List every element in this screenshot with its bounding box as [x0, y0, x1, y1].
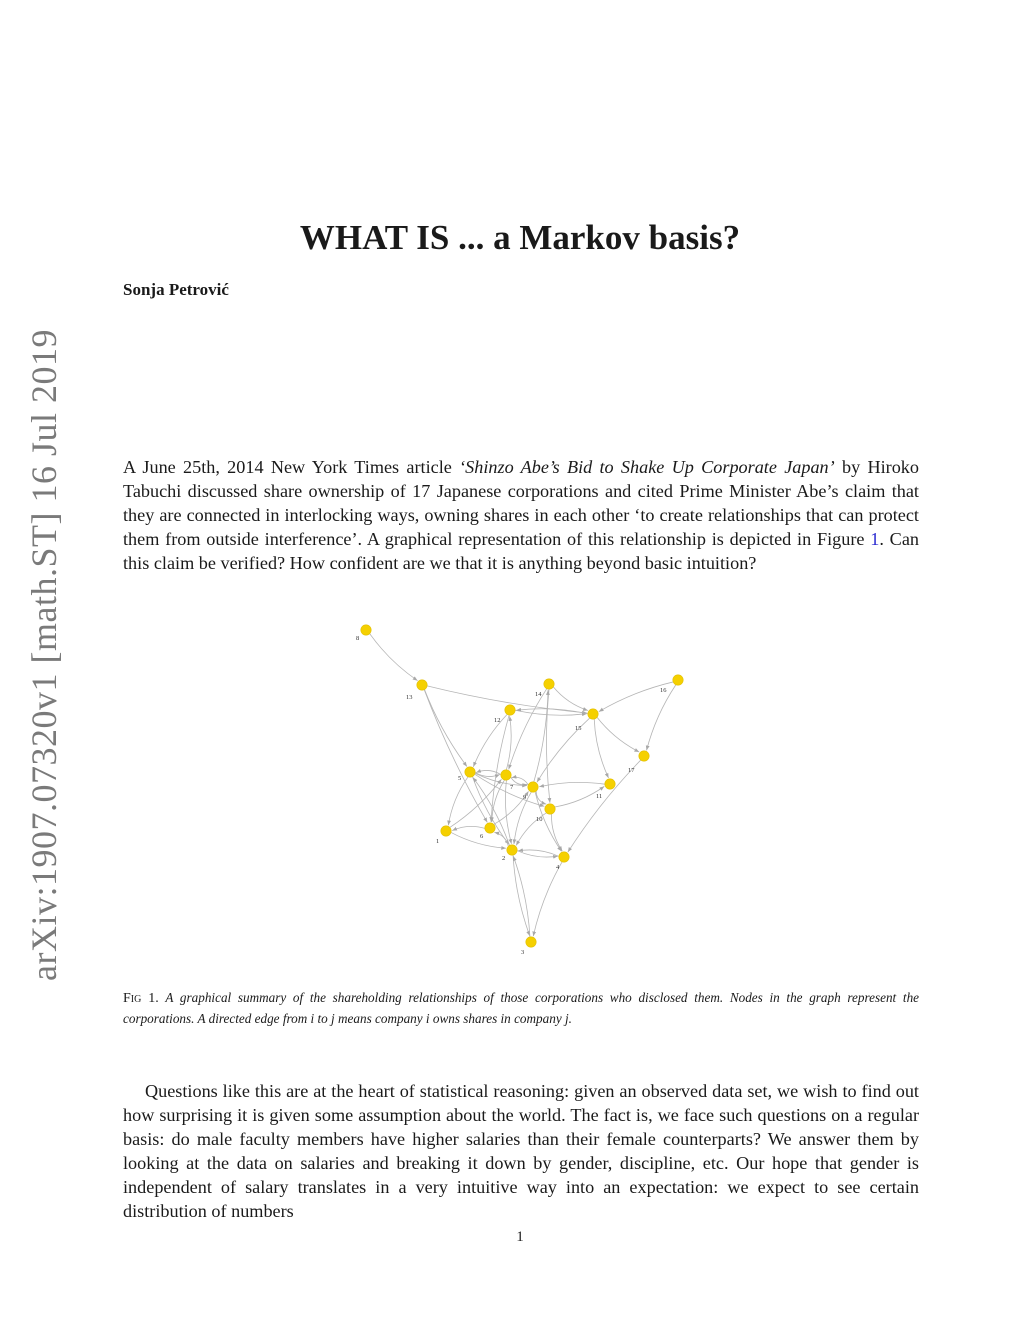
edge-2-to-3 — [513, 855, 530, 936]
node-label-11: 11 — [596, 793, 603, 800]
node-label-15: 15 — [575, 725, 582, 732]
edge-7-to-6 — [492, 780, 505, 822]
network-graph — [356, 612, 700, 962]
node-label-14: 14 — [535, 691, 542, 698]
body-paragraph: Questions like this are at the heart of statistical reasoning: given an observed data set, we wish to find out how surprising it is given some assumption about the world. The fact is, we face such questions on a regular basis: do male faculty members have higher salaries than their female counterparts? We answer them by looking at the data on salaries and breaking it down by gender, discipline, etc. Our hope that gender is independent of salary translates in a very intuitive way into an expectation: we expect to see certain distribution of numbers — [123, 1081, 919, 1221]
node-4 — [559, 852, 569, 862]
intro-paragraph — [123, 455, 919, 575]
figure-caption — [123, 988, 919, 1029]
edge-1-to-7 — [450, 779, 502, 827]
edge-12-to-5 — [473, 714, 507, 766]
node-14 — [544, 679, 554, 689]
network-figure — [356, 612, 700, 962]
node-17 — [639, 751, 649, 761]
node-label-8: 8 — [356, 635, 360, 642]
edge-5-to-1 — [448, 777, 468, 825]
edge-3-to-2 — [513, 856, 530, 937]
edge-10-to-4 — [551, 814, 562, 851]
figure-reference-link[interactable]: 1 — [870, 529, 880, 549]
edges-layer — [370, 634, 676, 937]
node-label-17: 17 — [628, 767, 635, 774]
edge-4-to-3 — [533, 862, 562, 936]
edge-11-to-9 — [539, 782, 605, 786]
node-label-7: 7 — [510, 784, 514, 791]
node-label-2: 2 — [502, 855, 506, 862]
node-15 — [588, 709, 598, 719]
caption-label: Fig 1. — [123, 991, 159, 1006]
node-8 — [361, 625, 371, 635]
edge-5-to-2 — [472, 777, 509, 845]
edge-16-to-17 — [647, 685, 676, 751]
paper-title: WHAT IS ... a Markov basis? — [299, 218, 741, 257]
edge-14-to-15 — [553, 687, 588, 711]
node-label-5: 5 — [458, 775, 462, 782]
edge-14-to-7 — [509, 689, 547, 770]
author-name: Sonja Petrović — [123, 280, 229, 299]
node-11 — [605, 779, 615, 789]
node-2 — [507, 845, 517, 855]
arxiv-stamp — [22, 329, 66, 981]
edge-6-to-1 — [452, 826, 485, 830]
arxiv-id: arXiv:1907.07320v1 [math.ST] 16 Jul 2019 — [24, 329, 65, 981]
intro-text-2: by Hiroko Tabuchi discussed share ownership of 17 Japanese corporations and cited Prime Minister Abe’s claim that they are connected in interlocking ways, owning shares in each other ‘to create relationships that can protect them from outside interference’. A graphical representation of this relationship is depicted in Figure — [123, 457, 919, 549]
node-label-16: 16 — [660, 687, 667, 694]
node-label-13: 13 — [406, 694, 413, 701]
article-title: ‘Shinzo Abe’s Bid to Shake Up Corporate Japan’ — [459, 457, 835, 477]
edge-15-to-12 — [516, 709, 588, 714]
node-5 — [465, 767, 475, 777]
node-1 — [441, 826, 451, 836]
node-16 — [673, 675, 683, 685]
caption-text: A graphical summary of the shareholding relationships of those corporations who disclosed them. Nodes in the graph represent the corporations. A directed edge from i to j means company i owns shares in company j. — [123, 990, 920, 1026]
node-label-9: 9 — [523, 794, 527, 801]
edge-8-to-13 — [370, 634, 418, 681]
node-13 — [417, 680, 427, 690]
node-10 — [545, 804, 555, 814]
edge-12-to-15 — [515, 710, 587, 715]
node-label-12: 12 — [494, 717, 501, 724]
edge-1-to-2 — [451, 832, 506, 848]
intro-text-3: . Can this claim be verified? How confident are we that it is anything beyond basic intuition? — [123, 529, 919, 573]
node-3 — [526, 937, 536, 947]
edge-7-to-12 — [506, 716, 511, 770]
edge-13-to-5 — [425, 690, 467, 767]
edge-7-to-5 — [476, 770, 501, 774]
node-label-10: 10 — [536, 816, 543, 823]
edge-15-to-17 — [597, 717, 639, 752]
node-label-1: 1 — [436, 838, 440, 845]
node-9 — [528, 782, 538, 792]
edge-2-to-5 — [473, 777, 510, 845]
nodes-layer — [356, 625, 683, 956]
node-12 — [505, 705, 515, 715]
node-label-4: 4 — [556, 864, 560, 871]
intro-text-1: A June 25th, 2014 New York Times article — [123, 457, 460, 477]
node-label-6: 6 — [480, 833, 484, 840]
node-7 — [501, 770, 511, 780]
node-label-3: 3 — [521, 949, 525, 956]
node-6 — [485, 823, 495, 833]
page-number: 1 — [516, 1229, 524, 1245]
